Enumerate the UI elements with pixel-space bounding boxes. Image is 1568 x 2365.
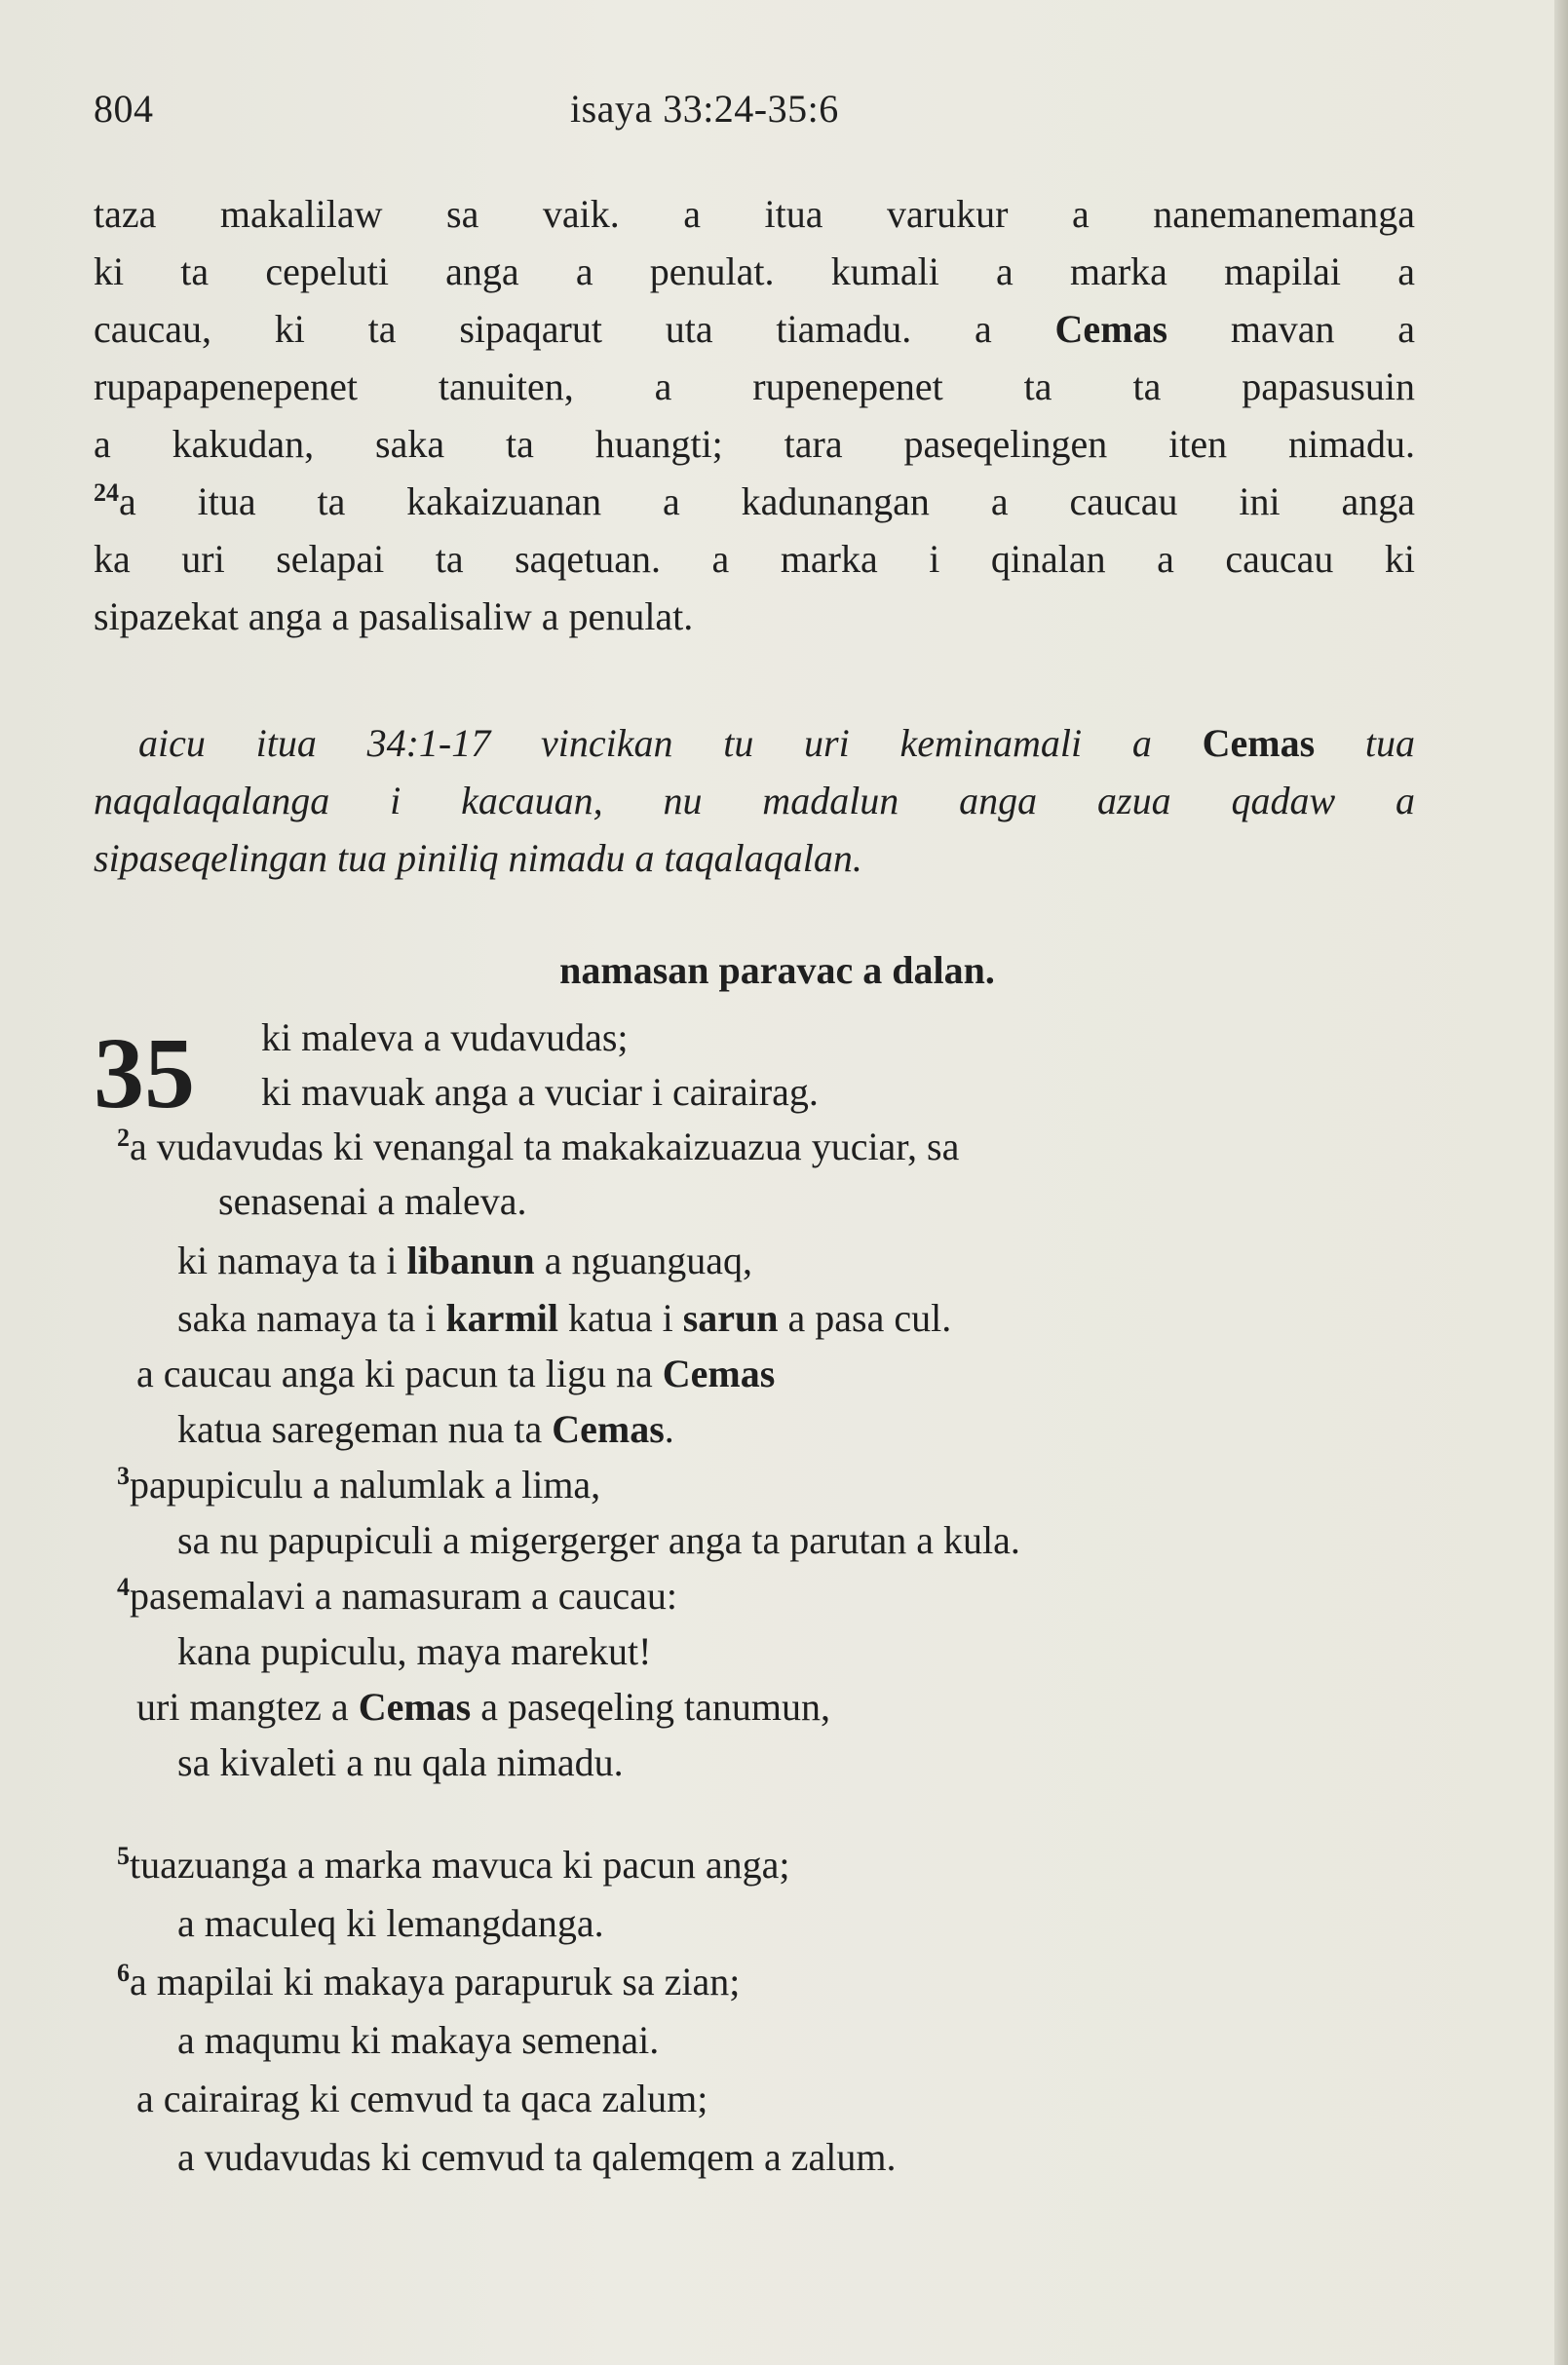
poem-line: kana pupiculu, maya marekut! [177, 1629, 652, 1673]
poem-line: a maculeq ki lemangdanga. [177, 1901, 604, 1945]
intro-line: naqalaqalanga i kacauan, nu madalun anga azua qadaw a [94, 779, 1415, 822]
chapter-reference: isaya 33:24-35:6 [570, 87, 839, 131]
text-line: caucau, ki ta sipaqarut uta tiamadu. a Cemas mavan a [94, 307, 1416, 351]
verse-number: 6 [117, 1959, 130, 1987]
text-line: $^{24}$a itua ta kakaizuanan a kadunangan a caucau ini anga [94, 478, 1415, 523]
poem-line: a vudavudas ki cemvud ta qalemqem a zalum. [177, 2135, 897, 2179]
poem-line: sa nu papupiculi a migergerger anga ta parutan a kula. [177, 1518, 1020, 1562]
verse-number: 4 [117, 1573, 130, 1601]
poem-line: ki namaya ta i libanun a nguanguaq, [177, 1239, 752, 1282]
text-line: a kakudan, saka ta huangti; tara paseqelingen iten nimadu. [94, 422, 1415, 466]
poem-line: ki maleva a vudavudas; [261, 1015, 629, 1059]
text-line: sipazekat anga a pasalisaliw a penulat. [94, 594, 694, 638]
verse-number: 2 [117, 1124, 130, 1152]
poem-line: $^2$a vudavudas ki venangal ta makakaizuazua yuciar, sa [117, 1124, 960, 1168]
poem-line: a caucau anga ki pacun ta ligu na Cemas [136, 1352, 776, 1395]
poem-line: sa kivaleti a nu qala nimadu. [177, 1740, 624, 1784]
poem-line: senasenai a maleva. [218, 1179, 527, 1223]
poem-line: $^4$pasemalavi a namasuram a caucau: [117, 1573, 677, 1618]
verse-number: 24 [94, 478, 119, 507]
poem-line: a cairairag ki cemvud ta qaca zalum; [136, 2077, 708, 2120]
poem-line: $^5$tuazuanga a marka mavuca ki pacun anga; [117, 1842, 790, 1887]
verse-number: 5 [117, 1842, 130, 1870]
poem-line: saka namaya ta i karmil katua i sarun a pasa cul. [177, 1296, 952, 1340]
chapter-number: 35 [94, 1017, 195, 1129]
poem-line: uri mangtez a Cemas a paseqeling tanumun, [136, 1685, 831, 1729]
intro-line: aicu itua 34:1-17 vincikan tu uri keminamali a Cemas tua [138, 721, 1416, 765]
text-line: ka uri selapai ta saqetuan. a marka i qinalan a caucau ki [94, 537, 1415, 581]
poem-line: $^3$papupiculu a nalumlak a lima, [117, 1462, 601, 1507]
page-number: 804 [94, 87, 154, 131]
poem-line: a maqumu ki makaya semenai. [177, 2018, 660, 2062]
text-line: ki ta cepeluti anga a penulat. kumali a marka mapilai a [94, 249, 1415, 293]
intro-line: sipaseqelingan tua piniliq nimadu a taqalaqalan. [94, 836, 862, 880]
poem-line: $^6$a mapilai ki makaya parapuruk sa zian; [117, 1959, 741, 2003]
page-edge [1554, 0, 1568, 2365]
poem-line: katua saregeman nua ta Cemas. [177, 1407, 674, 1451]
text-line: taza makalilaw sa vaik. a itua varukur a nanemanemanga [94, 192, 1415, 236]
text-line: rupapapenepenet tanuiten, a rupenepenet ta ta papasusuin [94, 364, 1415, 408]
section-heading: namasan paravac a dalan. [559, 948, 995, 992]
verse-number: 3 [117, 1462, 130, 1490]
poem-line: ki mavuak anga a vuciar i cairairag. [261, 1070, 819, 1114]
